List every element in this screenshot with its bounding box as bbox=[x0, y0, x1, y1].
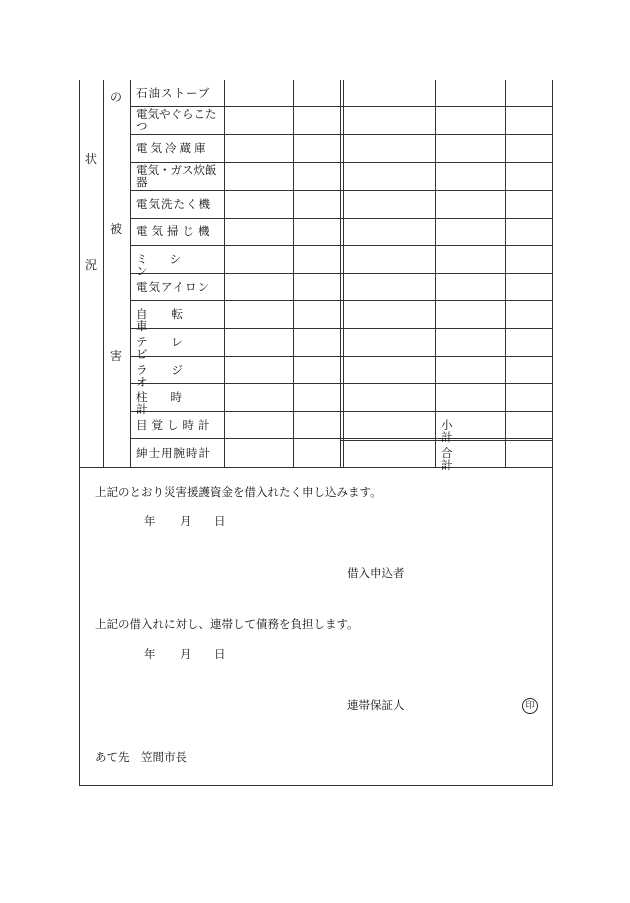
item-label: 自転車 bbox=[136, 307, 207, 333]
addressee: あて先 笠間市長 bbox=[95, 750, 187, 764]
applicant-label: 借入申込者 bbox=[347, 566, 405, 580]
group-heading-2: 被 bbox=[110, 222, 123, 236]
item-label: 目覚し時計 bbox=[136, 418, 214, 432]
side-heading-1: 状 bbox=[85, 152, 98, 166]
item-label: 電気アイロン bbox=[136, 280, 210, 294]
item-label: 柱時計 bbox=[136, 390, 205, 416]
item-label: 電気やぐらこたつ bbox=[136, 107, 217, 133]
item-label: 電気・ガス炊飯器 bbox=[136, 163, 217, 189]
guarantee-statement: 上記の借入れに対し、連帯して債務を負担します。 bbox=[95, 617, 359, 631]
guarantee-date-day: 日 bbox=[214, 647, 226, 661]
item-label: ラジオ bbox=[136, 363, 207, 389]
application-date-month: 月 bbox=[180, 514, 192, 528]
item-label: 紳士用腕時計 bbox=[136, 446, 211, 460]
application-date-year: 年 bbox=[144, 514, 156, 528]
seal-mark: 印 bbox=[522, 698, 538, 714]
guarantee-date-year: 年 bbox=[144, 647, 156, 661]
item-label: 石油ストーブ bbox=[136, 86, 211, 100]
total-label: 合 計 bbox=[441, 446, 500, 472]
guarantor-label: 連帯保証人 bbox=[347, 698, 405, 712]
item-label: 電気掃じ機 bbox=[136, 224, 214, 238]
group-heading-1: の bbox=[110, 90, 123, 104]
item-label: 電気洗たく機 bbox=[136, 197, 211, 211]
item-label: テレビ bbox=[136, 335, 207, 361]
application-date-day: 日 bbox=[214, 514, 226, 528]
guarantee-date-month: 月 bbox=[180, 647, 192, 661]
side-heading-2: 況 bbox=[85, 258, 98, 272]
application-statement: 上記のとおり災害援護資金を借入れたく申し込みます。 bbox=[95, 485, 382, 499]
item-label: ミシン bbox=[136, 252, 203, 278]
subtotal-label: 小 計 bbox=[441, 418, 500, 444]
item-label: 電気冷蔵庫 bbox=[136, 141, 209, 155]
group-heading-3: 害 bbox=[110, 349, 123, 363]
